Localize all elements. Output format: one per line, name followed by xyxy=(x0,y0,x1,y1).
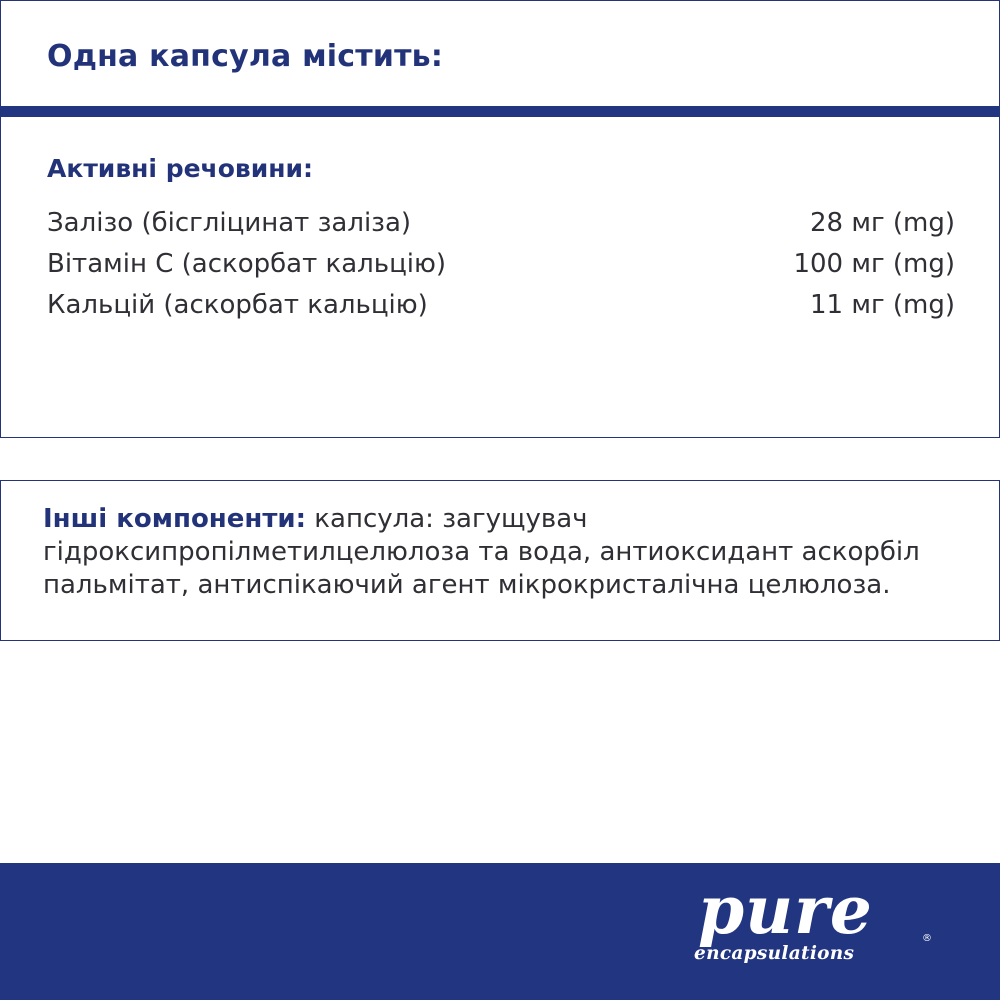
facts-header xyxy=(1,1,999,117)
logo-subtitle: encapsulations xyxy=(694,943,855,964)
ingredient-name: Кальцій (аскорбат кальцію) xyxy=(47,290,428,320)
ingredient-row xyxy=(47,203,955,244)
supplement-facts-panel xyxy=(0,0,1000,438)
other-ingredients-panel xyxy=(0,480,1000,641)
logo-word: pure xyxy=(698,871,873,949)
other-ingredients-text xyxy=(43,503,973,602)
ingredient-amount: 100 мг (mg) xyxy=(793,249,955,279)
ingredient-row xyxy=(47,244,955,285)
ingredient-list xyxy=(47,203,955,326)
ingredient-amount: 28 мг (mg) xyxy=(809,208,955,238)
brand-logo xyxy=(694,871,944,987)
other-ingredients-label: Інші компоненти: xyxy=(43,504,307,534)
ingredient-name: Залізо (бісгліцинат заліза) xyxy=(47,208,412,238)
active-ingredients-heading: Активні речовини: xyxy=(47,154,314,183)
facts-title: Одна капсула містить: xyxy=(47,39,444,74)
ingredient-row xyxy=(47,285,955,326)
registered-mark: ® xyxy=(922,933,932,944)
ingredient-name: Вітамін С (аскорбат кальцію) xyxy=(47,249,447,279)
ingredient-amount: 11 мг (mg) xyxy=(809,290,955,320)
other-ingredients-body: капсула: загущувач гідроксипропілметилцелюлоза та вода, антиоксидант аскорбіл пальмітат, антиспікаючий агент мікрокристалічна целюлоза. xyxy=(43,504,920,600)
brand-footer xyxy=(0,863,1000,1000)
